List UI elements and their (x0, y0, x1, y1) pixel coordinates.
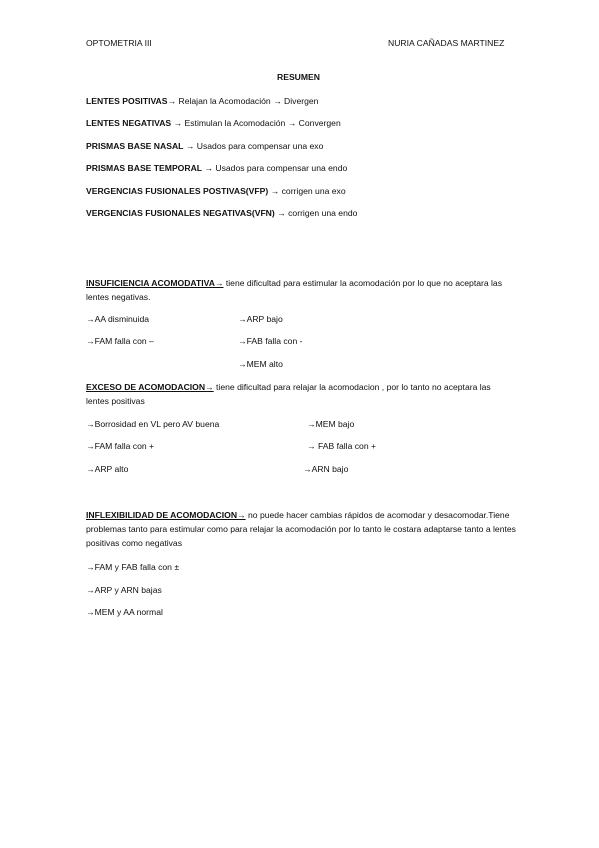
list-item: →ARP y ARN bajas (86, 585, 162, 595)
summary-desc: → corrigen una endo (274, 208, 358, 218)
summary-line (86, 118, 341, 128)
list-item: →ARN bajo (303, 464, 349, 474)
summary-desc: → Estimulan la Acomodación → Convergen (171, 118, 341, 128)
list-item: →ARP alto (86, 464, 129, 474)
list-item: →FAM y FAB falla con ± (86, 562, 180, 572)
summary-term: PRISMAS BASE TEMPORAL (86, 163, 203, 173)
summary-term: VERGENCIAS FUSIONALES NEGATIVAS(VFN) (86, 208, 275, 218)
summary-term: LENTES POSITIVAS (86, 96, 168, 106)
list-item: →FAM falla con + (86, 441, 155, 451)
summary-line (86, 208, 357, 218)
list-item: →FAM falla con – (86, 336, 154, 346)
summary-line (86, 186, 346, 196)
insuficiencia-heading: INSUFICIENCIA ACOMODATIVA→ (86, 278, 224, 288)
summary-term: PRISMAS BASE NASAL (86, 141, 184, 151)
summary-line (86, 141, 323, 151)
list-item: →MEM bajo (307, 419, 355, 429)
exceso-text: tiene dificultad para relajar la acomodacion , por lo tanto no aceptara las lentes positivas (86, 382, 491, 406)
header-left: OPTOMETRIA III (86, 38, 152, 48)
list-item: →FAB falla con - (238, 336, 303, 346)
summary-term: LENTES NEGATIVAS (86, 118, 172, 128)
inflexibilidad-heading: INFLEXIBILIDAD DE ACOMODACION→ (86, 510, 246, 520)
summary-desc: → Relajan la Acomodación → Divergen (167, 96, 319, 106)
inflexibilidad-paragraph (86, 508, 516, 550)
summary-desc: → Usados para compensar una exo (183, 141, 324, 151)
exceso-heading: EXCESO DE ACOMODACION→ (86, 382, 214, 392)
inflexibilidad-text: no puede hacer cambias rápidos de acomodar y desacomodar.Tiene problemas tanto para estimular como para relajar la acomodación por lo tanto le costara adaptarse tanto a lentes positivas como negativas (86, 510, 516, 548)
list-item: →ARP bajo (238, 314, 283, 324)
insuficiencia-paragraph (86, 276, 516, 304)
summary-desc: → corrigen una exo (268, 186, 346, 196)
header-right: NURIA CAÑADAS MARTINEZ (388, 38, 505, 48)
list-item: →MEM alto (238, 359, 283, 369)
list-item: →MEM y AA normal (86, 607, 163, 617)
summary-desc: → Usados para compensar una endo (202, 163, 348, 173)
summary-term: VERGENCIAS FUSIONALES POSTIVAS(VFP) (86, 186, 269, 196)
insuficiencia-text: tiene dificultad para estimular la acomodación por lo que no aceptara las lentes negativas. (86, 278, 503, 302)
list-item: →AA disminuida (86, 314, 150, 324)
page-title: RESUMEN (277, 72, 320, 82)
list-item: →Borrosidad en VL pero AV buena (86, 419, 220, 429)
summary-line (86, 163, 347, 173)
exceso-paragraph (86, 380, 516, 408)
summary-line (86, 96, 318, 106)
list-item: → FAB falla con + (307, 441, 377, 451)
